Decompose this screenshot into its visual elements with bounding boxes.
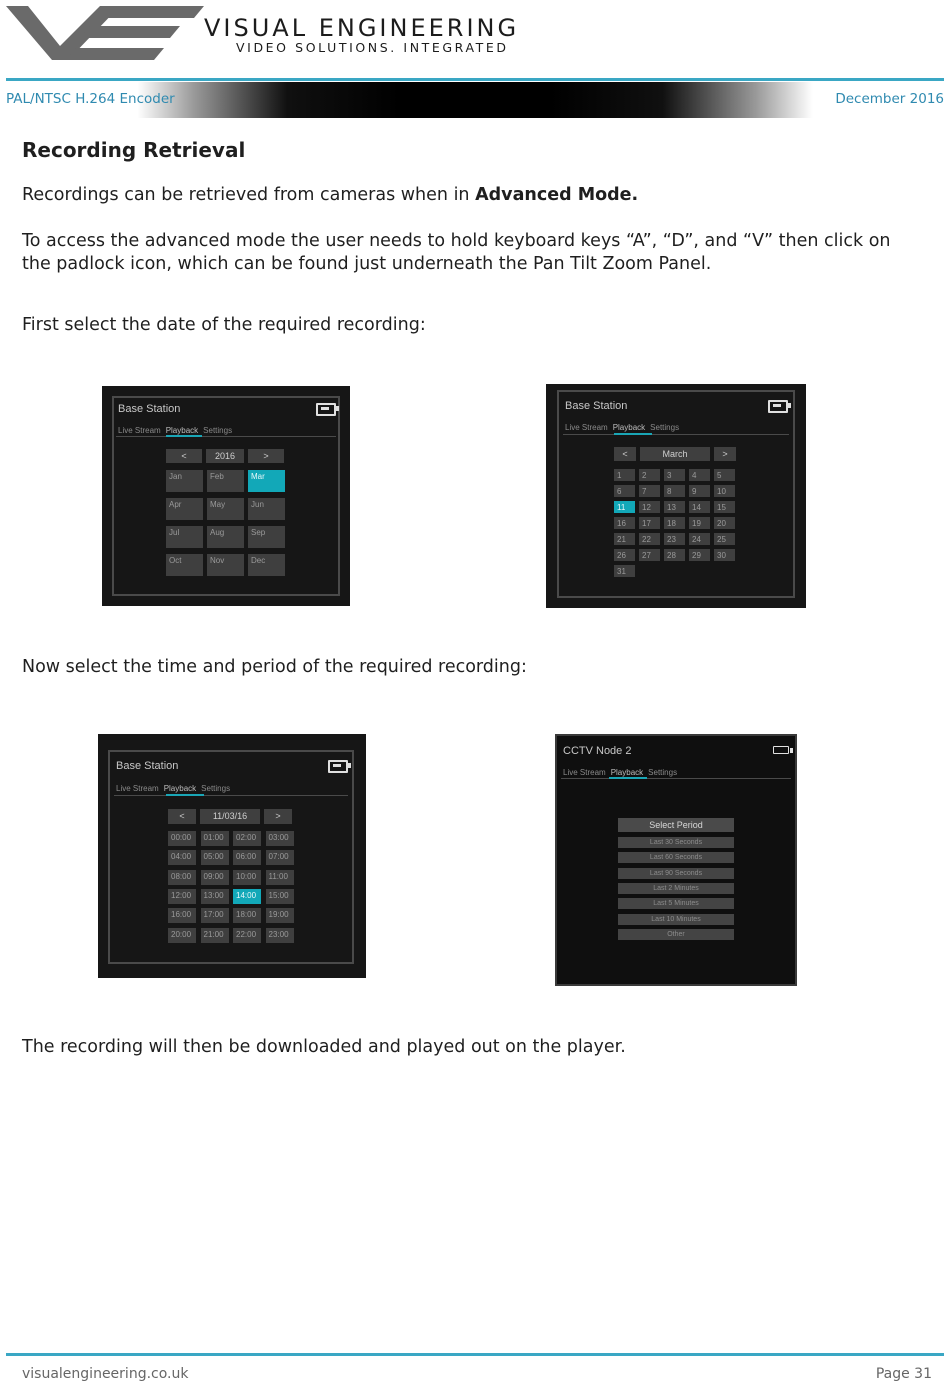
year-label: 2016 [206, 449, 244, 463]
day-cell[interactable]: 3 [664, 469, 685, 481]
day-cell[interactable]: 31 [614, 565, 635, 577]
station-title: Base Station [116, 760, 179, 772]
node-title: CCTV Node 2 [563, 745, 632, 757]
panel-tabs [563, 768, 677, 777]
day-cell[interactable]: 16 [614, 517, 635, 529]
day-cell[interactable]: 7 [639, 485, 660, 497]
document-date: December 2016 [835, 91, 944, 107]
tab-live-stream[interactable]: Live Stream [565, 423, 608, 432]
tab-settings[interactable]: Settings [203, 426, 233, 435]
day-cell[interactable]: 14 [689, 501, 710, 513]
select-date-instruction: First select the date of the required recording: [22, 315, 426, 335]
day-cell[interactable]: 26 [614, 549, 635, 561]
day-cell[interactable]: 10 [714, 485, 735, 497]
panel-frame [108, 750, 354, 964]
prev-year-button[interactable]: < [166, 449, 202, 463]
hour-cell[interactable]: 01:00 [201, 831, 229, 846]
panel-tabs [565, 423, 679, 432]
day-cell[interactable]: 15 [714, 501, 735, 513]
month-cell[interactable]: Apr [166, 498, 203, 520]
hour-cell[interactable]: 09:00 [201, 870, 229, 885]
month-cell[interactable]: Mar [248, 470, 285, 492]
section-heading: Recording Retrieval [22, 138, 246, 162]
hour-cell[interactable]: 23:00 [266, 928, 294, 943]
hour-cell[interactable]: 15:00 [266, 889, 294, 904]
brand-tagline: VIDEO SOLUTIONS. INTEGRATED [236, 40, 509, 55]
month-cell[interactable]: Aug [207, 526, 244, 548]
active-tab-indicator [609, 777, 647, 779]
next-day-button[interactable]: > [264, 809, 292, 824]
period-option[interactable]: Last 10 Minutes [618, 914, 734, 925]
hour-cell[interactable]: 10:00 [233, 870, 261, 885]
month-cell[interactable]: Jul [166, 526, 203, 548]
month-cell[interactable]: Jun [248, 498, 285, 520]
day-cell[interactable]: 8 [664, 485, 685, 497]
battery-icon [328, 760, 348, 773]
period-option[interactable]: Last 60 Seconds [618, 852, 734, 863]
hour-cell[interactable]: 13:00 [201, 889, 229, 904]
tab-settings[interactable]: Settings [648, 768, 678, 777]
advanced-mode-text: Advanced Mode. [475, 185, 639, 205]
hour-cell[interactable]: 05:00 [201, 850, 229, 865]
intro-text: Recordings can be retrieved from cameras when in [22, 185, 476, 205]
station-title: Base Station [565, 400, 628, 412]
hour-cell[interactable]: 03:00 [266, 831, 294, 846]
hour-cell[interactable]: 19:00 [266, 908, 294, 923]
day-cell[interactable]: 12 [639, 501, 660, 513]
select-time-instruction: Now select the time and period of the required recording: [22, 657, 527, 677]
hour-cell[interactable]: 12:00 [168, 889, 196, 904]
prev-month-button[interactable]: < [614, 447, 636, 461]
hour-cell[interactable]: 22:00 [233, 928, 261, 943]
year-selection-screenshot [102, 386, 350, 606]
active-tab-indicator [166, 794, 204, 796]
hour-cell[interactable]: 02:00 [233, 831, 261, 846]
day-cell[interactable]: 27 [639, 549, 660, 561]
day-cell[interactable]: 22 [639, 533, 660, 545]
prev-day-button[interactable]: < [168, 809, 196, 824]
month-cell[interactable]: Dec [248, 554, 285, 576]
battery-icon [773, 746, 789, 754]
day-cell[interactable]: 2 [639, 469, 660, 481]
station-title: Base Station [118, 403, 181, 415]
tab-live-stream[interactable]: Live Stream [116, 784, 159, 793]
hour-cell[interactable]: 16:00 [168, 908, 196, 923]
hour-cell[interactable]: 08:00 [168, 870, 196, 885]
day-cell[interactable]: 20 [714, 517, 735, 529]
battery-icon [768, 400, 788, 413]
period-selection-screenshot [555, 734, 797, 986]
day-label: 11/03/16 [200, 809, 260, 824]
hour-cell[interactable]: 06:00 [233, 850, 261, 865]
next-year-button[interactable]: > [248, 449, 284, 463]
day-cell[interactable]: 17 [639, 517, 660, 529]
hour-cell[interactable]: 20:00 [168, 928, 196, 943]
page-number: Page 31 [875, 1366, 932, 1382]
day-cell[interactable]: 6 [614, 485, 635, 497]
month-label: March [640, 447, 710, 461]
active-tab-indicator [166, 435, 202, 437]
day-cell[interactable]: 11 [614, 501, 635, 513]
tab-playback[interactable]: Playback [612, 423, 646, 432]
tab-divider [114, 795, 348, 796]
header-rule [6, 78, 944, 81]
hour-cell[interactable]: 17:00 [201, 908, 229, 923]
day-selection-screenshot [546, 384, 806, 608]
hour-cell[interactable]: 00:00 [168, 831, 196, 846]
day-cell[interactable]: 18 [664, 517, 685, 529]
tab-playback[interactable]: Playback [610, 768, 644, 777]
day-cell[interactable]: 30 [714, 549, 735, 561]
month-cell[interactable]: May [207, 498, 244, 520]
month-cell[interactable]: Sep [248, 526, 285, 548]
month-cell[interactable]: Oct [166, 554, 203, 576]
day-cell[interactable]: 29 [689, 549, 710, 561]
next-month-button[interactable]: > [714, 447, 736, 461]
tab-divider [563, 434, 789, 435]
day-cell[interactable]: 25 [714, 533, 735, 545]
hour-cell[interactable]: 14:00 [233, 889, 261, 904]
day-cell[interactable]: 9 [689, 485, 710, 497]
brand-name: VISUAL ENGINEERING [204, 14, 520, 42]
day-cell[interactable]: 21 [614, 533, 635, 545]
period-option[interactable]: Other [618, 929, 734, 940]
footer-website[interactable]: visualengineering.co.uk [22, 1366, 189, 1382]
tab-playback[interactable]: Playback [165, 426, 199, 435]
period-option[interactable]: Last 30 Seconds [618, 837, 734, 848]
tab-live-stream[interactable]: Live Stream [563, 768, 606, 777]
time-selection-screenshot [98, 734, 366, 978]
day-cell[interactable]: 4 [689, 469, 710, 481]
day-cell[interactable]: 1 [614, 469, 635, 481]
intro-paragraph [22, 184, 922, 207]
tab-playback[interactable]: Playback [163, 784, 197, 793]
month-cell[interactable]: Nov [207, 554, 244, 576]
document-title: PAL/NTSC H.264 Encoder [6, 91, 175, 107]
hour-cell[interactable]: 11:00 [266, 870, 294, 885]
footer-rule [6, 1353, 944, 1356]
day-cell[interactable]: 23 [664, 533, 685, 545]
tab-settings[interactable]: Settings [201, 784, 231, 793]
panel-tabs [116, 784, 230, 793]
period-option[interactable]: Last 5 Minutes [618, 898, 734, 909]
month-cell[interactable]: Feb [207, 470, 244, 492]
tab-settings[interactable]: Settings [650, 423, 680, 432]
day-cell[interactable]: 5 [714, 469, 735, 481]
day-cell[interactable]: 28 [664, 549, 685, 561]
download-note: The recording will then be downloaded and played out on the player. [22, 1037, 626, 1057]
day-cell[interactable]: 24 [689, 533, 710, 545]
panel-tabs [118, 426, 232, 435]
month-cell[interactable]: Jan [166, 470, 203, 492]
access-instructions: To access the advanced mode the user needs to hold keyboard keys “A”, “D”, and “V” then click on the padlock icon, which can be found just underneath the Pan Tilt Zoom Panel. [22, 231, 891, 274]
active-tab-indicator [614, 433, 652, 435]
hour-cell[interactable]: 21:00 [201, 928, 229, 943]
hour-cell[interactable]: 07:00 [266, 850, 294, 865]
select-period-heading: Select Period [618, 818, 734, 832]
hour-cell[interactable]: 18:00 [233, 908, 261, 923]
hour-cell[interactable]: 04:00 [168, 850, 196, 865]
tab-live-stream[interactable]: Live Stream [118, 426, 161, 435]
day-cell[interactable]: 13 [664, 501, 685, 513]
period-option[interactable]: Last 2 Minutes [618, 883, 734, 894]
tab-divider [116, 436, 336, 437]
company-logo [4, 2, 204, 64]
day-cell[interactable]: 19 [689, 517, 710, 529]
tab-divider [561, 778, 791, 779]
battery-icon [316, 403, 336, 416]
period-option[interactable]: Last 90 Seconds [618, 868, 734, 879]
